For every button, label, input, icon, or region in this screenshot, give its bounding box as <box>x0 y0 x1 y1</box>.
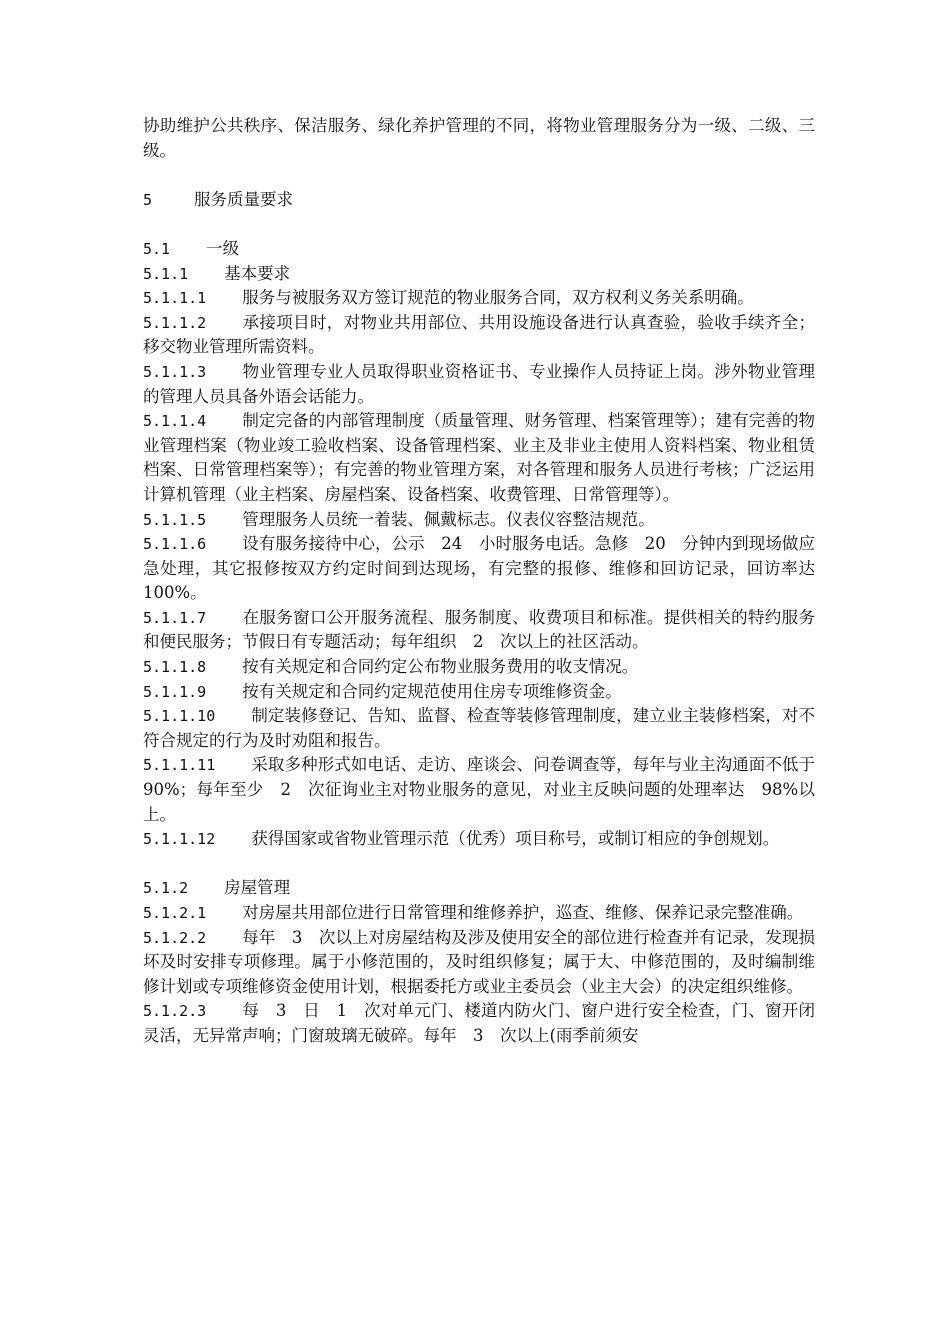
clause-number: 5.1.1.3 <box>143 362 207 381</box>
clause-item <box>143 999 815 1048</box>
clause-number: 5.1.1.7 <box>143 608 207 627</box>
clause-text: 制定完备的内部管理制度（质量管理、财务管理、档案管理等）；建有完善的物业管理档案（物业竣工验收档案、设备管理档案、业主及非业主使用人资料档案、物业租赁档案、日常管理档案等）；有完善的物业管理方案，对各管理和服务人员进行考核；广泛运用计算机管理（业主档案、房屋档案、设备档案、收费管理、日常管理等）。 <box>143 411 815 504</box>
clause-text: 在服务窗口公开服务流程、服务制度、收费项目和标准。提供相关的特约服务和便民服务；节假日有专题活动；每年组织 2 次以上的社区活动。 <box>143 607 815 652</box>
section-5-1-2-heading <box>143 876 815 901</box>
clause-text: 制定装修登记、告知、监督、检查等装修管理制度，建立业主装修档案，对不符合规定的行为及时劝阻和报告。 <box>143 706 815 750</box>
clause-text: 每年 3 次以上对房屋结构及涉及使用安全的部位进行检查并有记录，发现损坏及时安排专项修理。属于小修范围的，及时组织修复；属于大、中修范围的，及时编制维修计划或专项维修资金使用计划，根据委托方或业主委员会（业主大会）的决定组织维修。 <box>143 927 815 996</box>
clause-item <box>143 827 815 852</box>
clause-text: 每 3 日 1 次对单元门、楼道内防火门、窗户进行安全检查，门、窗开闭灵活，无异常声响；门窗玻璃无破碎。每年 3 次以上(雨季前须安 <box>143 1001 815 1045</box>
clause-text: 对房屋共用部位进行日常管理和维修养护，巡查、维修、保养记录完整准确。 <box>242 903 804 922</box>
clause-text: 管理服务人员统一着装、佩戴标志。仪表仪容整洁规范。 <box>242 509 655 529</box>
section-number: 5 <box>143 190 153 209</box>
section-5-heading <box>143 188 815 213</box>
clause-item <box>143 655 815 680</box>
clause-number: 5.1.2.3 <box>143 1002 207 1021</box>
section-number: 5.1 <box>143 239 171 258</box>
intro-paragraph: 协助维护公共秩序、保洁服务、绿化养护管理的不同，将物业管理服务分为一级、二级、三级。 <box>143 116 815 160</box>
clause-text: 采取多种形式如电话、走访、座谈会、问卷调查等，每年与业主沟通面不低于 90%；每年至少 2 次征询业主对物业服务的意见，对业主反映问题的处理率达 98%以上。 <box>143 755 832 824</box>
clause-item <box>143 680 815 705</box>
clause-number: 5.1.1.11 <box>143 756 216 775</box>
clause-list-5-1-2 <box>143 901 815 1049</box>
section-title: 基本要求 <box>224 263 291 283</box>
clause-item <box>143 753 832 827</box>
section-title: 服务质量要求 <box>194 189 294 209</box>
clause-item <box>143 286 815 311</box>
clause-text: 设有服务接待中心，公示 24 小时服务电话。急修 20 分钟内到现场做应急处理，其它报修按双方约定时间到达现场，有完整的报修、维修和回访记录，回访率达 100%。 <box>143 534 832 603</box>
clause-number: 5.1.1.10 <box>143 707 216 726</box>
clause-item <box>143 508 815 533</box>
clause-number: 5.1.1.2 <box>143 313 207 332</box>
section-number: 5.1.2 <box>143 879 189 898</box>
clause-list-5-1-1 <box>143 286 832 852</box>
section-5-1-1-heading <box>143 262 815 287</box>
section-title: 一级 <box>206 238 240 258</box>
clause-item <box>143 311 815 360</box>
clause-text: 承接项目时，对物业共用部位、共用设施设备进行认真查验，验收手续齐全；移交物业管理所需资料。 <box>143 312 815 357</box>
clause-item <box>143 360 815 409</box>
clause-item <box>143 901 815 926</box>
clause-number: 5.1.1.8 <box>143 658 207 677</box>
clause-number: 5.1.1.1 <box>143 289 207 308</box>
section-number: 5.1.1 <box>143 264 189 283</box>
clause-number: 5.1.1.6 <box>143 535 207 554</box>
clause-text: 按有关规定和合同约定公布物业服务费用的收支情况。 <box>242 657 639 677</box>
clause-text: 服务与被服务双方签订规范的物业服务合同，双方权利义务关系明确。 <box>242 288 754 308</box>
clause-text: 物业管理专业人员取得职业资格证书、专业操作人员持证上岗。涉外物业管理的管理人员具备外语会话能力。 <box>143 361 815 406</box>
clause-number: 5.1.1.9 <box>143 682 207 701</box>
clause-text: 获得国家或省物业管理示范（优秀）项目称号，或制订相应的争创规划。 <box>251 829 780 849</box>
clause-item <box>143 606 815 655</box>
clause-item <box>143 926 815 1000</box>
section-5-1-heading <box>143 237 815 262</box>
clause-number: 5.1.1.4 <box>143 412 207 431</box>
section-title: 房屋管理 <box>224 878 291 898</box>
document-page <box>143 114 832 1049</box>
clause-item <box>143 532 832 606</box>
clause-item <box>143 704 815 753</box>
clause-item <box>143 409 815 507</box>
clause-number: 5.1.1.12 <box>143 830 216 849</box>
clause-number: 5.1.2.1 <box>143 904 207 922</box>
clause-text: 按有关规定和合同约定规范使用住房专项维修资金。 <box>242 681 622 701</box>
clause-number: 5.1.2.2 <box>143 928 207 947</box>
clause-number: 5.1.1.5 <box>143 510 207 529</box>
